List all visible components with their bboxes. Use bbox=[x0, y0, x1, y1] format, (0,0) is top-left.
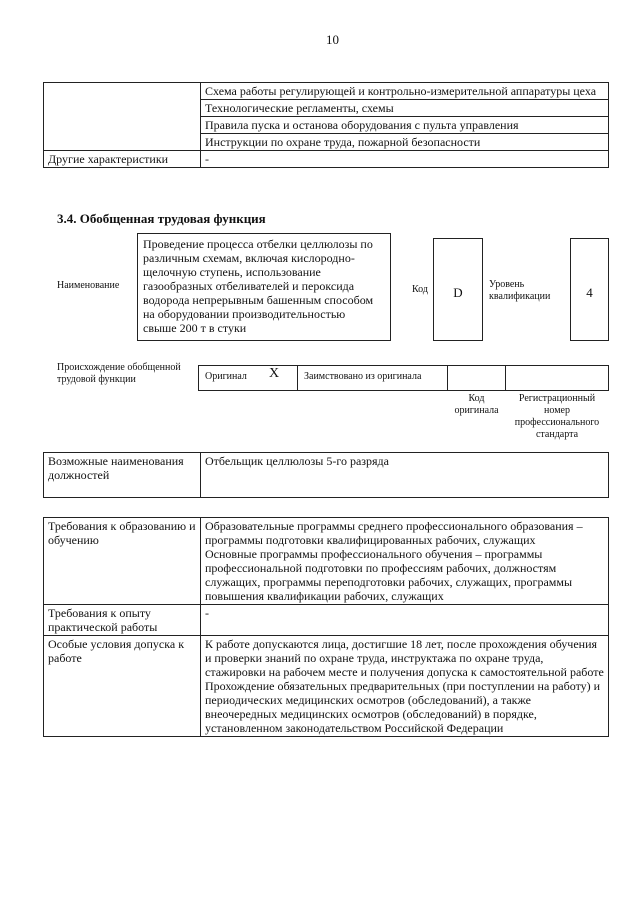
table-row: Инструкции по охране труда, пожарной безопасности bbox=[44, 134, 609, 151]
code-box: D bbox=[433, 238, 483, 341]
original-code-box bbox=[447, 365, 506, 391]
code-caption: Код оригинала bbox=[454, 393, 499, 416]
table-row: Другие характеристики - bbox=[44, 151, 609, 168]
registration-number-box bbox=[505, 365, 609, 391]
code-label: Код bbox=[412, 284, 428, 295]
table-row: Требования к опыту практической работы - bbox=[44, 605, 609, 636]
original-label: Оригинал bbox=[205, 371, 247, 382]
name-line: газообразных отбеливателей и пероксида bbox=[143, 279, 355, 293]
name-line: свыше 200 т в стуки bbox=[143, 321, 247, 335]
table-row: Особые условия допуска к работе К работе допускаются лица, достигшие 18 лет, после прохождения обучения и проверки знаний по охране труда, инструктажа по охране труда, стажировки на рабочем месте и получения допуска к самостоятельной работе Прохождение обязательных предварительных (при поступлении на работу) и периодических медицинских осмотров (обследований), а также внеочередных медицинских осмотров (обследований) в порядке, установленном законодательством Российской Федерации bbox=[44, 636, 609, 737]
name-line: различным схемам, включая кислородно- bbox=[143, 251, 355, 265]
registration-caption: Регистрационный номер профессионального стандарта bbox=[514, 393, 600, 440]
original-mark: X bbox=[269, 366, 280, 381]
level-box: 4 bbox=[570, 238, 609, 341]
table-row: Возможные наименования должностей Отбельщик целлюлозы 5-го разряда bbox=[44, 453, 609, 498]
name-line: Проведение процесса отбелки целлюлозы по bbox=[143, 237, 373, 251]
name-label: Наименование bbox=[57, 280, 120, 291]
name-line: щелочную ступень, использование bbox=[143, 265, 321, 279]
table-row: Требования к образованию и обучению Образовательные программы среднего профессионального образования – программы подготовки квалифицированных рабочих, служащих Основные программы профессионального обучения – программы профессиональной подготовки по профессиям рабочих, должностям служащих, программы переподготовки рабочих, служащих, программы повышения квалификации рабочих, служащих bbox=[44, 518, 609, 605]
positions-table bbox=[43, 452, 609, 498]
section-heading: 3.4. Обобщенная трудовая функция bbox=[57, 211, 266, 226]
page-number: 10 bbox=[326, 32, 339, 47]
table-row: Правила пуска и останова оборудования с пульта управления bbox=[44, 117, 609, 134]
level-label: Уровень квалификации bbox=[489, 279, 551, 302]
function-name-box bbox=[137, 233, 391, 341]
requirements-table bbox=[43, 517, 609, 737]
table-row: Технологические регламенты, схемы bbox=[44, 100, 609, 117]
name-line: водорода непрерывным башенным способом bbox=[143, 293, 374, 307]
origin-label: Происхождение обобщенной трудовой функции bbox=[57, 362, 181, 385]
borrowed-box: Заимствовано из оригинала bbox=[297, 365, 448, 391]
table-row: Схема работы регулирующей и контрольно-измерительной аппаратуры цеха bbox=[44, 83, 609, 100]
original-box bbox=[198, 365, 298, 391]
resources-table bbox=[43, 82, 609, 168]
name-line: на оборудовании производительностью bbox=[143, 307, 346, 321]
